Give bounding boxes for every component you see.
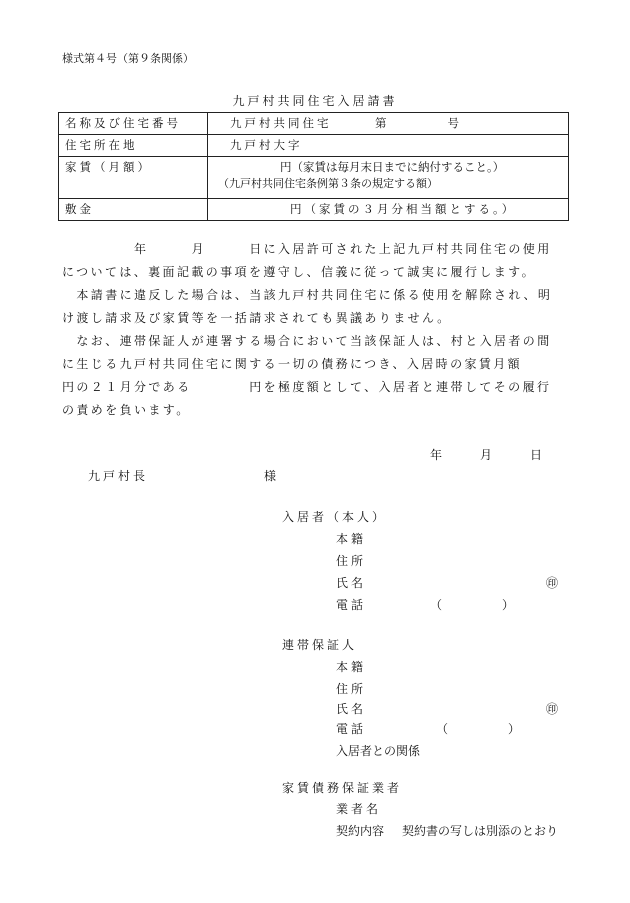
resident-seal-mark: ㊞ — [546, 576, 559, 590]
resident-phone-label: 電話 — [336, 598, 367, 612]
row-value-cell — [208, 157, 569, 199]
paragraph-3: なお、連帯保証人が連署する場合において当該保証人は、村と入居者の間に生じる九戸村共同住宅に関する一切の債務につき、入居時の家賃月額 円の２１月分である 円を極度額として、入居者と連帯してその履行の責めを負います。 — [62, 334, 566, 417]
guarantor-name-label: 氏名 — [336, 702, 367, 716]
table-row — [59, 135, 569, 157]
table-row — [59, 113, 569, 135]
body-text — [62, 238, 566, 422]
date-day: 日 — [530, 448, 546, 462]
paragraph-2: 本請書に違反した場合は、当該九戸村共同住宅に係る使用を解除され、明け渡し請求及び家賃等を一括請求されても異議ありません。 — [62, 288, 553, 325]
resident-address-label: 住所 — [336, 554, 367, 568]
resident-name-label: 氏名 — [336, 576, 367, 590]
rent-value: 円（家賃は毎月末日までに納付すること。） — [280, 160, 505, 174]
resident-heading: 入居者（本人） — [282, 510, 388, 524]
table-row — [59, 199, 569, 221]
guarantor-honseki-label: 本籍 — [336, 660, 367, 674]
company-heading: 家賃債務保証業者 — [282, 781, 403, 795]
guarantor-address-label: 住所 — [336, 682, 367, 696]
info-table — [58, 112, 569, 221]
date-month: 月 — [480, 448, 496, 462]
addressee-honorific: 様 — [264, 469, 280, 483]
addressee-name: 九戸村長 — [88, 469, 149, 483]
guarantor-phone-parens: （ ） — [436, 722, 521, 736]
guarantor-heading: 連帯保証人 — [282, 638, 358, 652]
paragraph-1: 年 月 日に入居許可された上記九戸村共同住宅の使用については、裏面記載の事項を遵守し、信義に従って誠実に履行します。 — [62, 242, 552, 279]
guarantor-phone-label: 電話 — [336, 722, 367, 736]
table-row — [59, 157, 569, 199]
date-year: 年 — [430, 448, 446, 462]
guarantor-relation-label: 入居者との関係 — [336, 744, 421, 758]
resident-phone-parens: （ ） — [430, 598, 515, 612]
company-contract-value: 契約書の写しは別添のとおり — [402, 824, 559, 838]
document-title: 九戸村共同住宅入居請書 — [232, 94, 398, 108]
row-value: 円（家賃の３月分相当額とする。） — [208, 199, 569, 221]
form-number: 様式第４号（第９条関係） — [62, 52, 194, 65]
row-value: 九戸村大字 — [208, 135, 569, 157]
row-label: 名称及び住宅番号 — [59, 113, 208, 135]
row-label: 家賃（月額） — [59, 157, 208, 199]
rent-note: （九戸村共同住宅条例第３条の規定する額） — [218, 177, 438, 190]
row-value: 九戸村共同住宅 第 号 — [208, 113, 569, 135]
guarantor-seal-mark: ㊞ — [546, 702, 559, 716]
row-label: 住宅所在地 — [59, 135, 208, 157]
company-name-label: 業者名 — [336, 802, 382, 816]
company-contract-label: 契約内容 — [336, 824, 385, 838]
resident-honseki-label: 本籍 — [336, 532, 367, 546]
row-label: 敷金 — [59, 199, 208, 221]
